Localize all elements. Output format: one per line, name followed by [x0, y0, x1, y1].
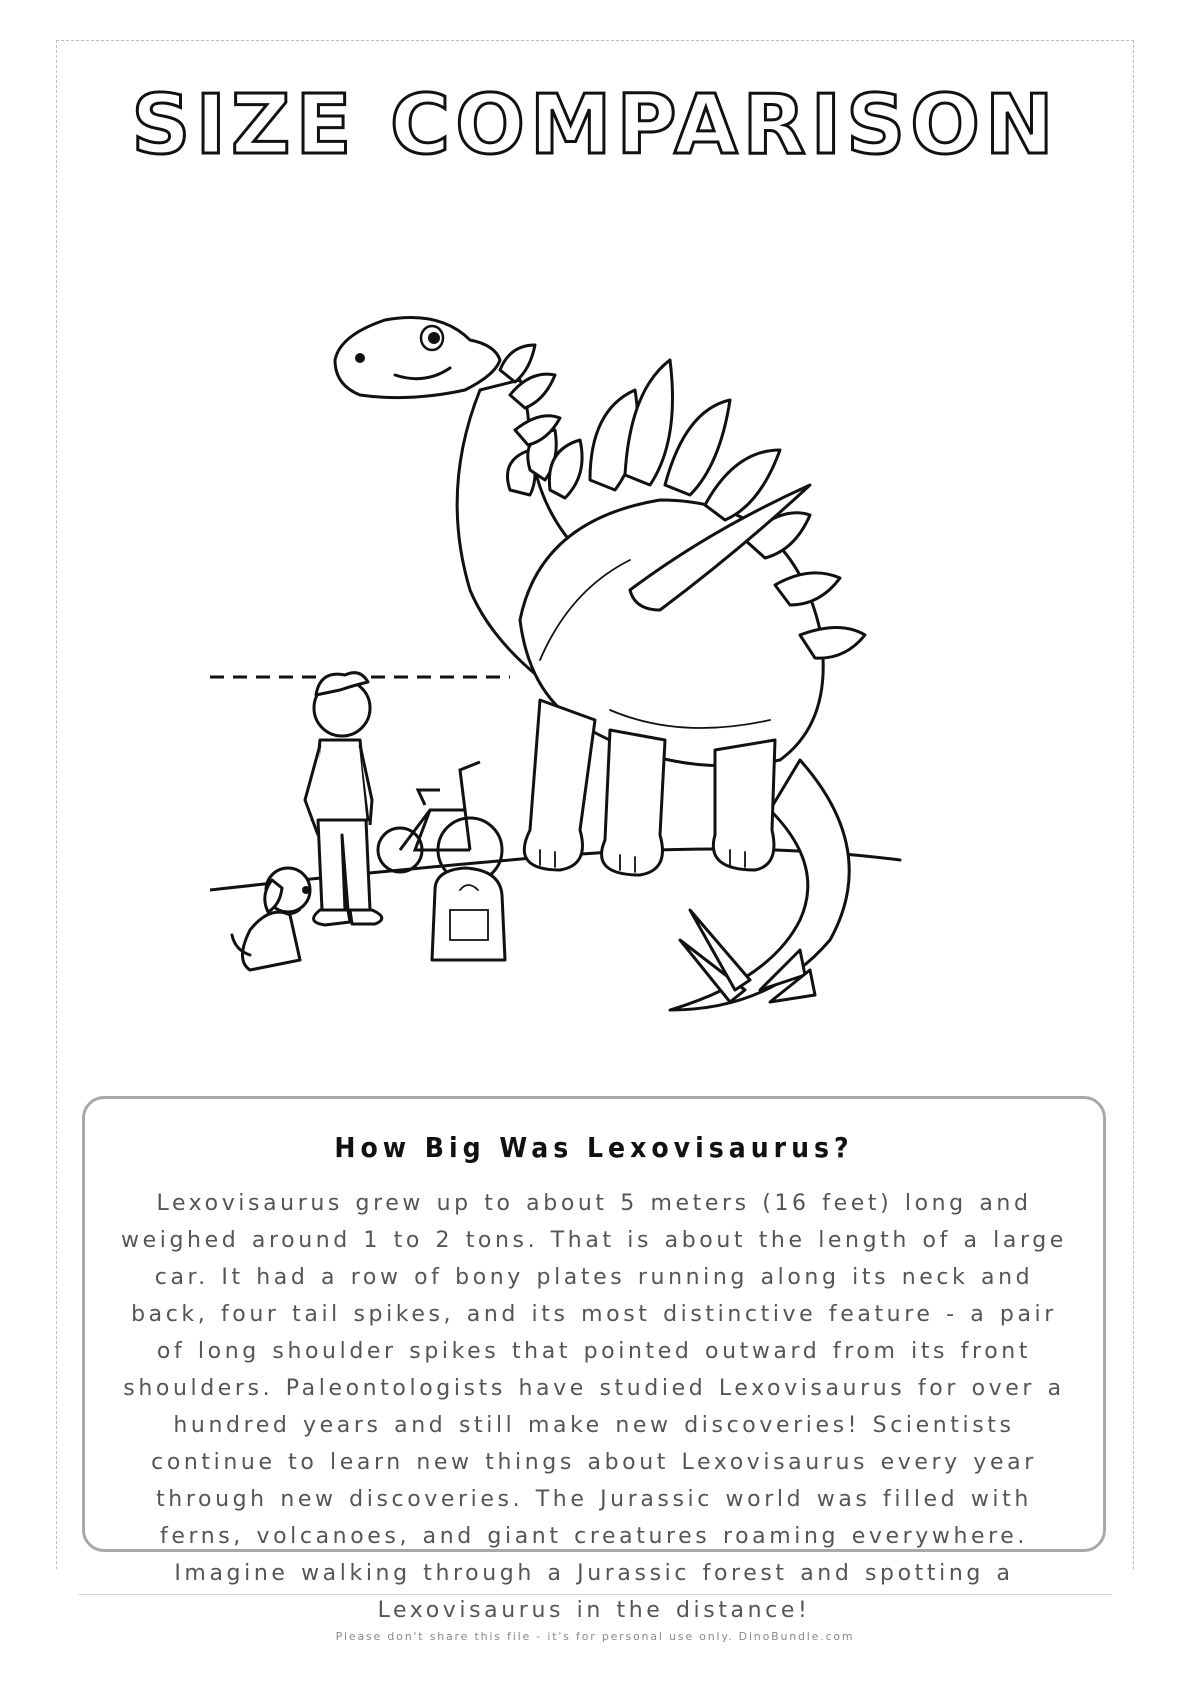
page-title: SIZE COMPARISON: [131, 78, 1059, 173]
bicycle: [378, 762, 502, 882]
boy-figure: [305, 673, 382, 925]
footer-text: Please don't share this file - it's for personal use only. DinoBundle.com: [335, 1630, 855, 1643]
dinosaur-nostril: [355, 353, 365, 363]
backpack: [432, 868, 505, 960]
neck-plate: [500, 345, 535, 382]
back-plate: [625, 360, 673, 485]
info-box: [82, 1096, 1106, 1623]
footer-divider: [78, 1594, 1112, 1595]
dinosaur-size-comparison-illustration: [210, 290, 990, 1050]
dinosaur-leg-back-right: [713, 740, 775, 870]
dinosaur-leg-front: [524, 700, 595, 870]
dog-figure: [232, 868, 310, 970]
info-heading: How Big Was Lexovisaurus?: [334, 1131, 854, 1164]
info-body-text: Lexovisaurus grew up to about 5 meters (16 feet) long and weighed around 1 to 2 tons. That is about the length of a large car. It had a row of bony plates running along its neck and back, four tail spikes, and its most distinctive feature - a pair of long shoulder spikes that pointed outward from its front shoulders. Paleontologists have studied Lexovisaurus for over a hundred years and still make new discoveries! Scientists continue to learn new things about Lexovisaurus every year through new discoveries. The Jurassic world was filled with ferns, volcanoes, and giant creatures roaming everywhere. Imagine walking through a Jurassic forest and spotting a Lexovisaurus in the distance!: [121, 1191, 1067, 1623]
dinosaur-leg-back-left: [602, 730, 665, 875]
